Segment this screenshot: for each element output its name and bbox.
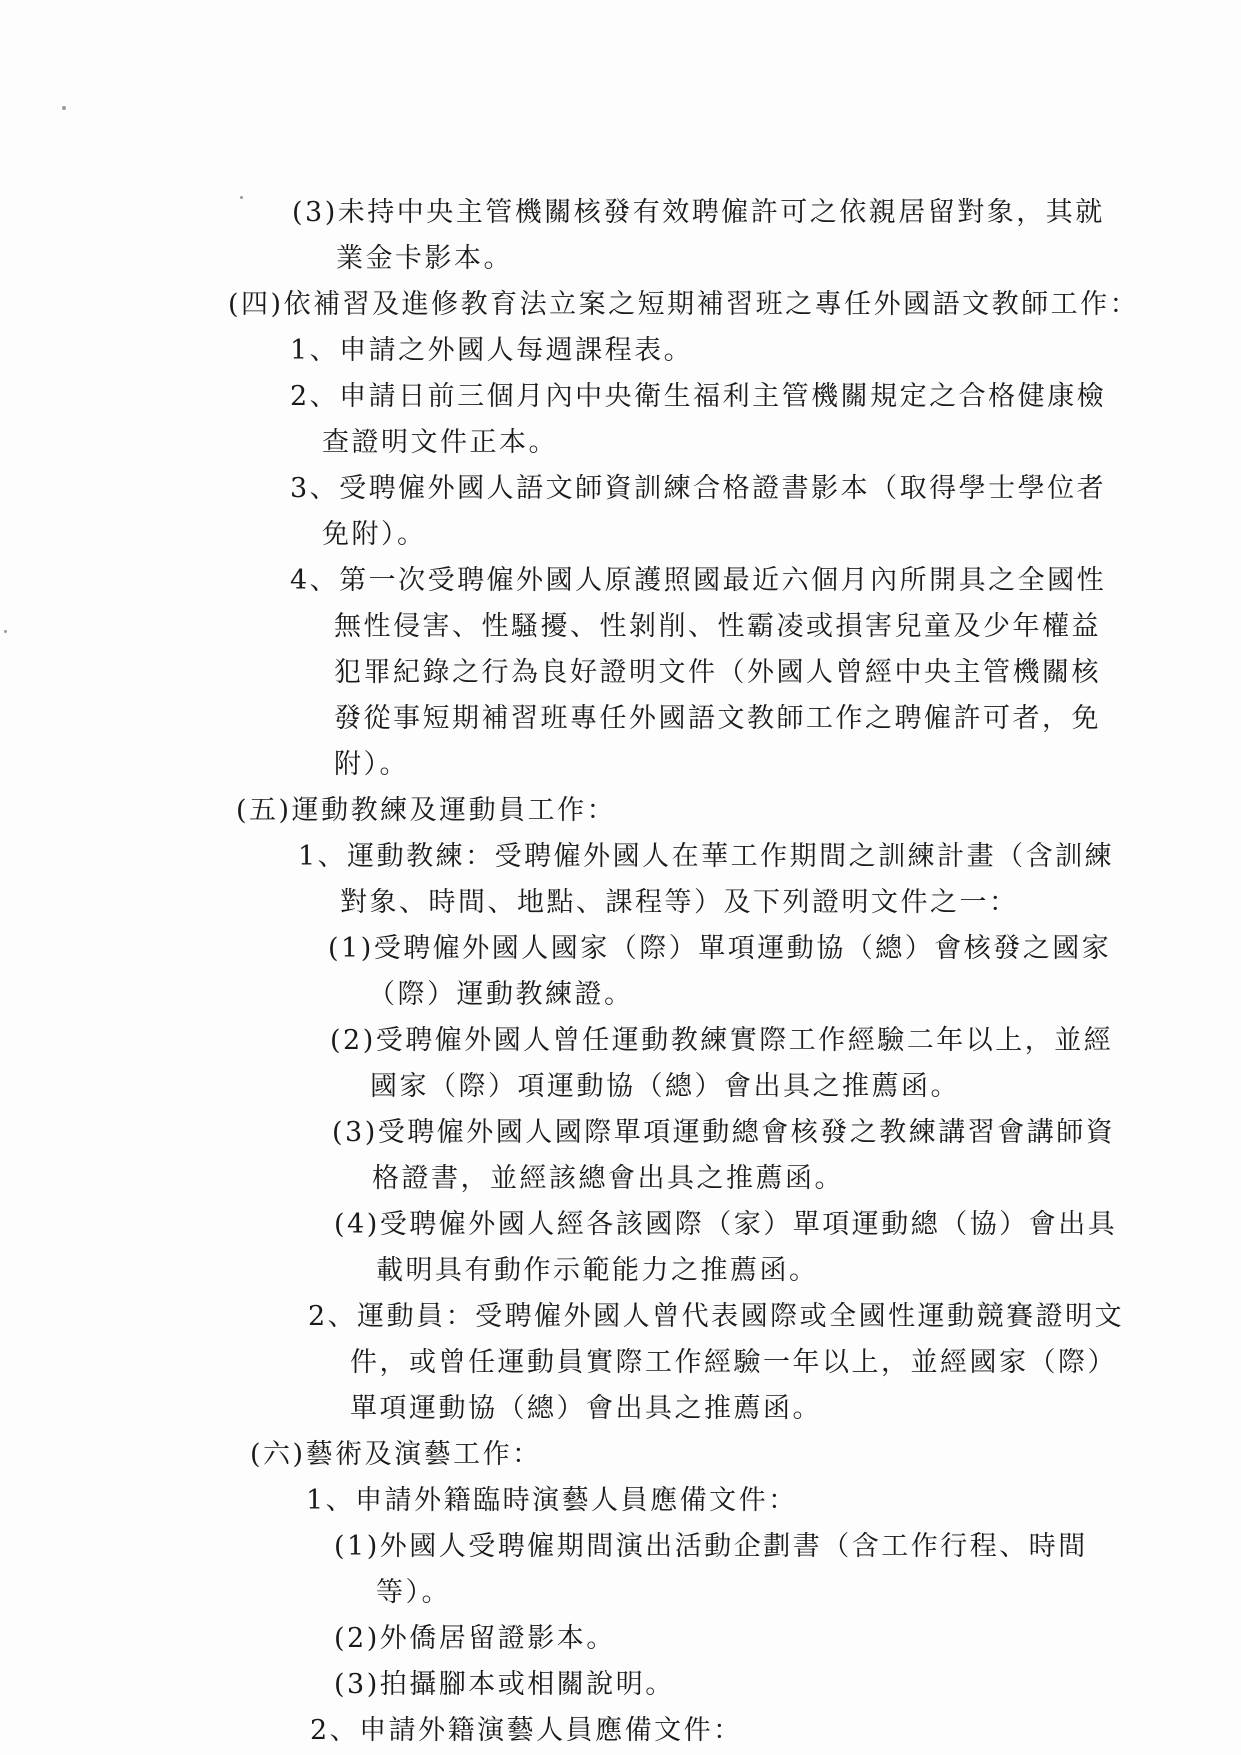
document-line: 免附）。 bbox=[322, 519, 427, 550]
section-heading: (四)依補習及進修教育法立案之短期補習班之專任外國語文教師工作： bbox=[228, 289, 1140, 320]
document-line: (4)受聘僱外國人經各該國際（家）單項運動總（協）會出具 bbox=[334, 1209, 1118, 1240]
document-line: 1、申請之外國人每週課程表。 bbox=[290, 335, 694, 366]
document-line: 犯罪紀錄之行為良好證明文件（外國人曾經中央主管機關核 bbox=[334, 657, 1101, 688]
document-line: 發從事短期補習班專任外國語文教師工作之聘僱許可者，免 bbox=[334, 703, 1101, 734]
document-line: (2)外僑居留證影本。 bbox=[334, 1623, 616, 1654]
document-line: (3)受聘僱外國人國際單項運動總會核發之教練講習會講師資 bbox=[332, 1117, 1116, 1148]
document-line: 附）。 bbox=[334, 749, 409, 780]
document-line: 3、受聘僱外國人語文師資訓練合格證書影本（取得學士學位者 bbox=[290, 473, 1107, 504]
document-line: 2、申請日前三個月內中央衛生福利主管機關規定之合格健康檢 bbox=[290, 381, 1107, 412]
document-line: 件，或曾任運動員實際工作經驗一年以上，並經國家（際） bbox=[350, 1347, 1117, 1378]
document-line: 1、申請外籍臨時演藝人員應備文件： bbox=[306, 1485, 798, 1516]
document-line: (3)拍攝腳本或相關說明。 bbox=[334, 1669, 675, 1700]
document-line: (1)受聘僱外國人國家（際）單項運動協（總）會核發之國家 bbox=[328, 933, 1112, 964]
document-line: 單項運動協（總）會出具之推薦函。 bbox=[350, 1393, 822, 1424]
document-line: 2、申請外籍演藝人員應備文件： bbox=[310, 1715, 743, 1746]
document-line: 4、第一次受聘僱外國人原護照國最近六個月內所開具之全國性 bbox=[290, 565, 1107, 596]
document-line: 對象、時間、地點、課程等）及下列證明文件之一： bbox=[340, 887, 1019, 918]
scan-speck bbox=[240, 196, 243, 199]
document-line: (2)受聘僱外國人曾任運動教練實際工作經驗二年以上，並經 bbox=[330, 1025, 1114, 1056]
document-line: 查證明文件正本。 bbox=[322, 427, 558, 458]
section-heading: (六)藝術及演藝工作： bbox=[250, 1439, 542, 1470]
document-line: （際）運動教練證。 bbox=[368, 979, 634, 1010]
document-line: 2、運動員：受聘僱外國人曾代表國際或全國性運動競賽證明文 bbox=[308, 1301, 1125, 1332]
document-line: 國家（際）項運動協（總）會出具之推薦函。 bbox=[370, 1071, 960, 1102]
document-line: (1)外國人受聘僱期間演出活動企劃書（含工作行程、時間 bbox=[334, 1531, 1088, 1562]
section-heading: (五)運動教練及運動員工作： bbox=[236, 795, 617, 826]
document-line: 等）。 bbox=[376, 1577, 451, 1608]
document-line: 1、運動教練：受聘僱外國人在華工作期間之訓練計畫（含訓練 bbox=[298, 841, 1115, 872]
scan-speck bbox=[4, 630, 7, 633]
document-line: 無性侵害、性騷擾、性剝削、性霸凌或損害兒童及少年權益 bbox=[334, 611, 1101, 642]
document-line: 載明具有動作示範能力之推薦函。 bbox=[376, 1255, 819, 1286]
document-line: (3)未持中央主管機關核發有效聘僱許可之依親居留對象，其就 bbox=[292, 197, 1105, 228]
scan-speck bbox=[62, 106, 66, 110]
document-line: 格證書，並經該總會出具之推薦函。 bbox=[372, 1163, 844, 1194]
document-line: 業金卡影本。 bbox=[336, 243, 513, 274]
